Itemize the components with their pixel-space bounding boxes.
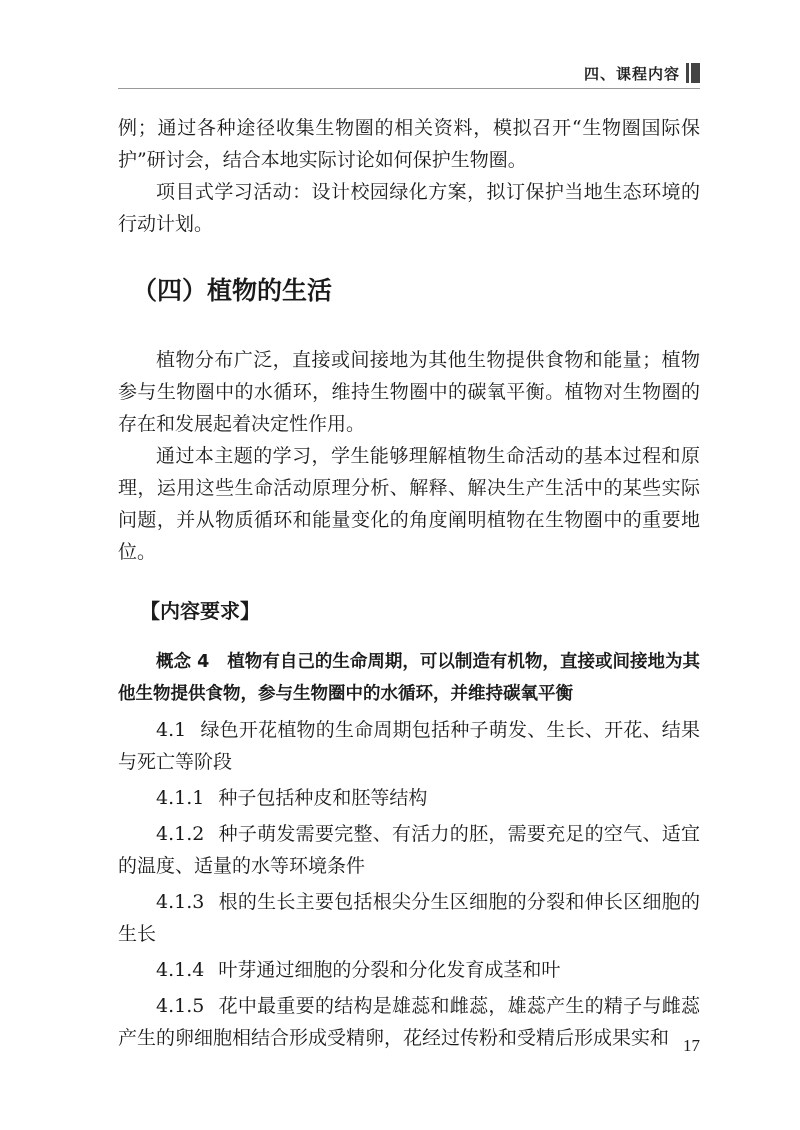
concept-heading <box>118 646 700 710</box>
item-number: 4.1.3 <box>156 891 205 913</box>
item-number: 4.1.2 <box>156 823 205 845</box>
item-text: 种子萌发需要完整、有活力的胚，需要充足的空气、适宜的温度、适量的水等环境条件 <box>118 823 700 877</box>
list-item <box>118 886 700 950</box>
concept-text: 植物有自己的生命周期，可以制造有机物，直接或间接地为其他生物提供食物，参与生物圈中的水循环，并维持碳氧平衡 <box>118 652 700 704</box>
list-item <box>118 782 700 814</box>
running-header <box>584 62 700 84</box>
page-body <box>118 112 700 1058</box>
header-bar-thick <box>691 63 700 83</box>
item-number: 4.1.5 <box>156 995 205 1017</box>
requirements-title: 【内容要求】 <box>140 599 260 623</box>
section-paragraph-1: 植物分布广泛，直接或间接地为其他生物提供食物和能量；植物参与生物圈中的水循环，维持生物圈中的碳氧平衡。植物对生物圈的存在和发展起着决定性作用。 <box>118 349 700 435</box>
section-paragraph-2: 通过本主题的学习，学生能够理解植物生命活动的基本过程和原理，运用这些生命活动原理分析、解释、解决生产生活中的某些实际问题，并从物质循环和能量变化的角度阐明植物在生物圈中的重要地位。 <box>118 445 700 563</box>
page-number: 17 <box>683 1036 700 1055</box>
section-title: （四）植物的生活 <box>132 276 333 305</box>
item-text: 花中最重要的结构是雄蕊和雌蕊，雄蕊产生的精子与雌蕊产生的卵细胞相结合形成受精卵，花经过传粉和受精后形成果实和 <box>118 995 700 1049</box>
list-item <box>118 954 700 986</box>
list-item <box>118 714 700 778</box>
item-text: 种子包括种皮和胚等结构 <box>218 787 428 809</box>
header-bar-thin <box>686 63 689 83</box>
paragraph-continuation: 例；通过各种途径收集生物圈的相关资料，模拟召开“生物圈国际保护”研讨会，结合本地实际讨论如何保护生物圈。 <box>118 117 700 171</box>
item-number: 4.1 <box>156 719 187 741</box>
item-text: 叶芽通过细胞的分裂和分化发育成茎和叶 <box>218 959 561 981</box>
item-number: 4.1.1 <box>156 787 205 809</box>
item-text: 绿色开花植物的生命周期包括种子萌发、生长、开花、结果与死亡等阶段 <box>118 719 700 773</box>
list-item <box>118 818 700 882</box>
paragraph-project-activity: 项目式学习活动：设计校园绿化方案，拟订保护当地生态环境的行动计划。 <box>118 181 700 235</box>
item-text: 根的生长主要包括根尖分生区细胞的分裂和伸长区细胞的生长 <box>118 891 700 945</box>
concept-label: 概念 4 <box>156 652 210 672</box>
header-section-label: 四、课程内容 <box>583 64 680 83</box>
list-item <box>118 990 700 1054</box>
header-rule <box>118 88 700 89</box>
header-bar-mark <box>686 63 700 83</box>
item-number: 4.1.4 <box>156 959 205 981</box>
